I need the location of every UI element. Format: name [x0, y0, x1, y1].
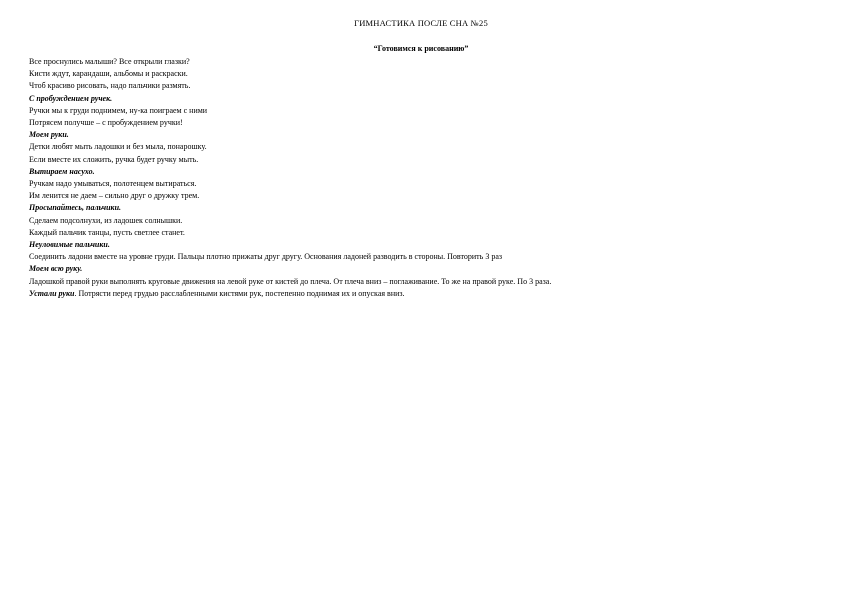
poem-line: Сделаем подсолнухи, из ладошек солнышки.	[29, 215, 183, 225]
exercise-heading: С пробуждением ручек.	[29, 93, 113, 103]
instruction-line: Ладошкой правой руки выполнять круговые движения на левой руке от кистей до плеча. От плеча вниз – поглаживание. То же на правой руке. По 3 раза.	[29, 276, 552, 286]
exercise-heading: Неуловимые пальчики.	[29, 240, 110, 250]
exercise-heading: Моем всю руку.	[29, 264, 83, 274]
poem-line: Чтоб красиво рисовать, надо пальчики размять.	[29, 81, 191, 91]
poem-line: Ручкам надо умываться, полотенцем вытираться.	[29, 179, 197, 189]
exercise-heading: Просыпайтесь, пальчики.	[29, 203, 122, 213]
poem-line: Каждый пальчик танцы, пусть светлее станет.	[29, 227, 185, 237]
document-body	[29, 56, 829, 300]
poem-line: Потрясем получше – с пробуждением ручки!	[29, 118, 183, 128]
instruction-line	[29, 288, 829, 300]
instruction-text: . Потрясти перед грудью расслабленными кистями рук, постепенно поднимая их и опуская вниз.	[74, 288, 405, 298]
poem-line: Если вместе их сложить, ручка будет ручку мыть.	[29, 154, 199, 164]
poem-line: Детки любят мыть ладошки и без мыла, понарошку.	[29, 142, 207, 152]
instruction-line: Соединить ладони вместе на уровне груди. Пальцы плотно прижаты друг другу. Основания ладоней разводить в стороны. Повторить 3 раз	[29, 252, 503, 262]
poem-line: Ручки мы к груди поднимем, ну-ка поиграем с ними	[29, 105, 208, 115]
poem-line: Кисти ждут, карандаши, альбомы и раскраски.	[29, 69, 188, 79]
exercise-heading-inline: Устали руки	[29, 288, 75, 298]
exercise-heading: Вытираем насухо.	[29, 166, 95, 176]
poem-line: Все проснулись малыши? Все открыли глазки?	[29, 57, 190, 66]
poem-line: Им ленится не даем – сильно друг о дружку трем.	[29, 191, 200, 201]
document-subtitle: “Готовимся к рисованию”	[373, 44, 469, 53]
document-title: ГИМНАСТИКА ПОСЛЕ СНА №25	[354, 18, 488, 28]
exercise-heading: Моем руки.	[29, 130, 69, 140]
